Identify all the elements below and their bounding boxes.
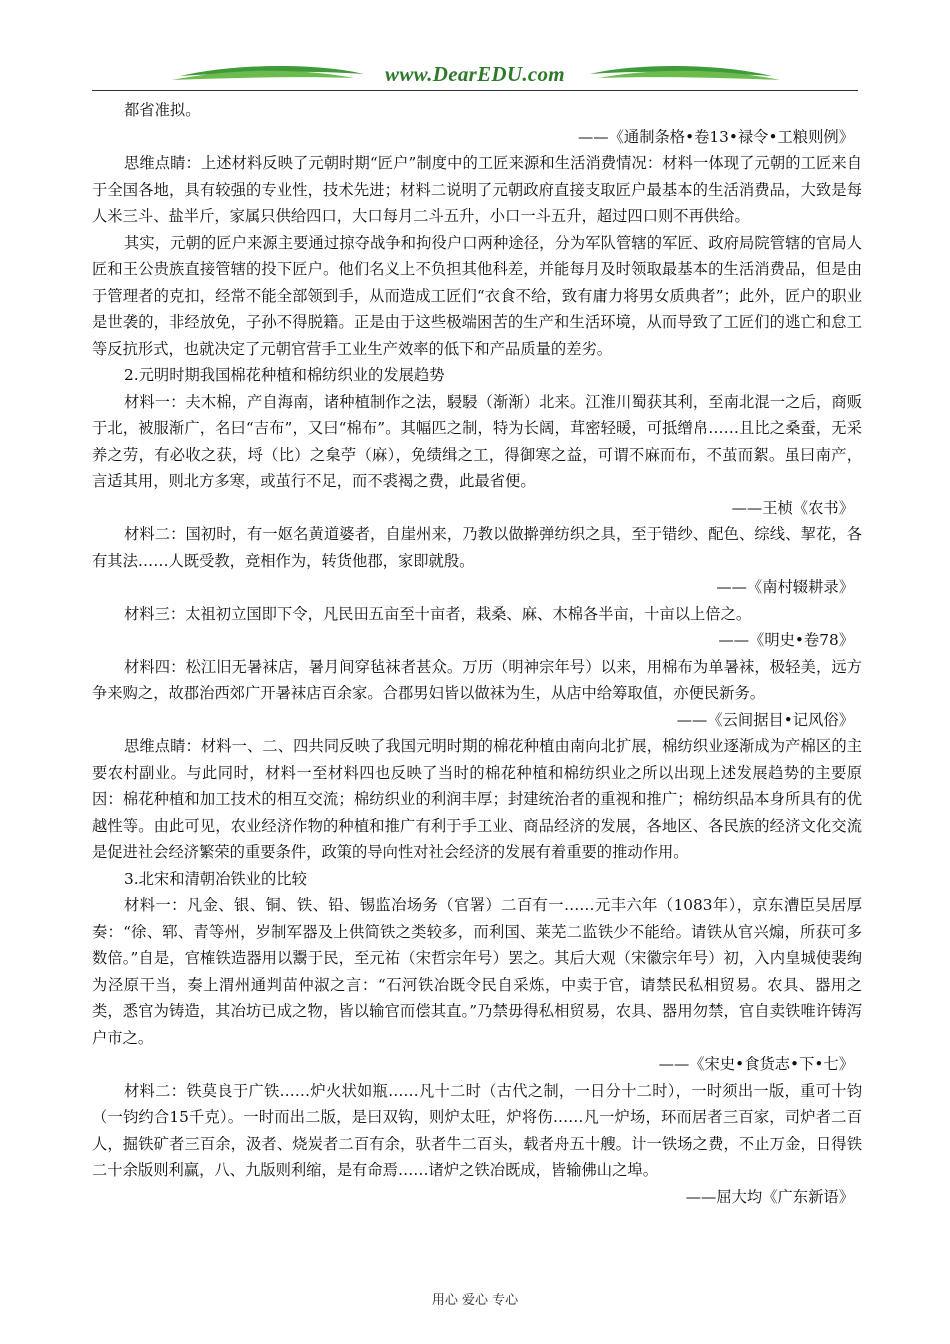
paragraph: 思维点睛：上述材料反映了元朝时期“匠户”制度中的工匠来源和生活消费情况：材料一体现了元朝的工匠来自于全国各地，具有较强的专业性，技术先进；材料二说明了元朝政府直接支取匠户最基本的生活消费品，大致是每人米三斗、盐半斤，家属只供给四口，大口每月二斗五升，小口一斗五升，超过四口则不再供给。 bbox=[92, 154, 862, 225]
source-citation: ——《通制条格•卷13•禄令•工粮则例》 bbox=[578, 127, 854, 146]
paragraph: 材料三：太祖初立国即下令，凡民田五亩至十亩者，栽桑、麻、木棉各半亩，十亩以上倍之。 bbox=[124, 604, 752, 623]
source-citation: ——屈大均《广东新语》 bbox=[685, 1187, 854, 1206]
source-citation: ——《宋史•食货志•下•七》 bbox=[658, 1055, 854, 1073]
paragraph: 材料一：凡金、银、铜、铁、铅、锡监冶场务（官署）二百有一……元丰六年（1083年），京东漕臣吴居厚奏：“徐、郓、青等州，岁制军器及上供简铁之类较多，而利国、莱芜二监铁少不能给。请铁从官兴煽，所获可多数倍。”自是，官榷铁造器用以鬻于民，至元祐（宋哲宗年号）罢之。其后大观（宋徽宗年号）初，入内皇城使裴绚为泾原干当，奏上渭州通判苗仲淑之言：“石河铁冶既令民自采炼，中卖于官，请禁民私相贸易。农具、器用之类，悉官为铸造，其冶坊已成之物，皆以输官而偿其直。”乃禁毋得私相贸易，农具、器用勿禁，官自卖铁唯许铸泻户市之。 bbox=[92, 896, 862, 1047]
paragraph: 材料二：国初时，有一妪名黄道婆者，自崖州来，乃教以做擀弹纺织之具，至于错纱、配色、综线、挈花，各有其法……人既受教，竞相作为，转货他郡，家即就殷。 bbox=[92, 525, 862, 570]
header-rule bbox=[92, 90, 858, 91]
paragraph: 其实，元朝的匠户来源主要通过掠夺战争和拘役户口两种途径，分为军队管辖的军匠、政府局院管辖的官局人匠和王公贵族直接管辖的投下匠户。他们名义上不负担其他科差，并能每月及时领取最基本的生活消费品，但是由于管理者的克扣，经常不能全部领到手，从而造成工匠们“衣食不给，致有庸力将男女质典者”；此外，匠户的职业是世袭的，非经放免，子孙不得脱籍。正是由于这些极端困苦的生产和生活环境，从而导致了工匠们的逃亡和怠工等反抗形式，也就决定了元朝官营手工业生产效率的低下和产品质量的差劣。 bbox=[92, 233, 862, 358]
source-citation: ——王桢《农书》 bbox=[731, 498, 854, 517]
page-header bbox=[92, 56, 858, 92]
site-logo[interactable]: www.DearEDU.com bbox=[385, 62, 565, 86]
paragraph: 材料一：夫木棉，产自海南，诸种植制作之法，駸駸（渐渐）北来。江淮川蜀获其利，至南北混一之后，商贩于北，被服渐广，名曰“吉布”，又曰“棉布”。其幅匹之制，特为长阔，茸密轻暖，可抵缯帛……且比之桑蚕，无采养之劳，有必收之获，埒（比）之枲苧（麻），免绩缉之工，得御寒之益，可谓不麻而布，不茧而絮。虽曰南产，言适其用，则北方多寒，或茧行不足，而不裘褐之费，此最省便。 bbox=[92, 392, 862, 490]
document-body bbox=[92, 97, 862, 1210]
paragraph: 材料四：松江旧无暑袜店，暑月间穿毡袜者甚众。万历（明神宗年号）以来，用棉布为单暑袜，极轻美，远方争来购之，故郡治西郊广开暑袜店百余家。合郡男妇皆以做袜为生，从店中给筹取值，亦便民新务。 bbox=[92, 657, 862, 702]
source-citation: ——《明史•卷78》 bbox=[718, 631, 854, 649]
source-citation: ——《云间据目•记风俗》 bbox=[676, 710, 854, 729]
paragraph: 思维点睛：材料一、二、四共同反映了我国元明时期的棉花种植由南向北扩展，棉纺织业逐渐成为产棉区的主要农村副业。与此同时，材料一至材料四也反映了当时的棉花种植和棉纺织业之所以出现上述发展趋势的主要原因：棉花种植和加工技术的相互交流；棉纺织业的利润丰厚；封建统治者的重视和推广；棉纺织品本身所具有的优越性等。由此可见，农业经济作物的种植和推广有利于手工业、商品经济的发展，各地区、各民族的经济文化交流是促进社会经济繁荣的重要条件，政策的导向性对社会经济的发展有着重要的推动作用。 bbox=[92, 737, 862, 861]
paragraph: 3.北宋和清朝冶铁业的比较 bbox=[124, 869, 307, 888]
paragraph: 都省准拟。 bbox=[124, 101, 201, 119]
page-footer: 用心 爱心 专心 bbox=[431, 1293, 519, 1308]
source-citation: ——《南村辍耕录》 bbox=[716, 578, 854, 596]
paragraph: 材料二：铁莫良于广铁……炉火状如瓶……凡十二时（古代之制，一日分十二时），一时须出一版，重可十钧（一钧约合15千克）。一时而出二版，是曰双钩，则炉太旺，炉将伤……凡一炉场，环而居者三百家，司炉者二百人，掘铁矿者三百余，汲者、烧炭者二百有余，驮者牛二百头，载者舟五十艘。计一铁场之费，不止万金，日得铁二十余版则利赢，八、九版则利缩，是有命焉……诸炉之铁冶既成，皆输佛山之埠。 bbox=[92, 1081, 862, 1179]
paragraph: 2.元明时期我国棉花种植和棉纺织业的发展趋势 bbox=[124, 366, 445, 384]
